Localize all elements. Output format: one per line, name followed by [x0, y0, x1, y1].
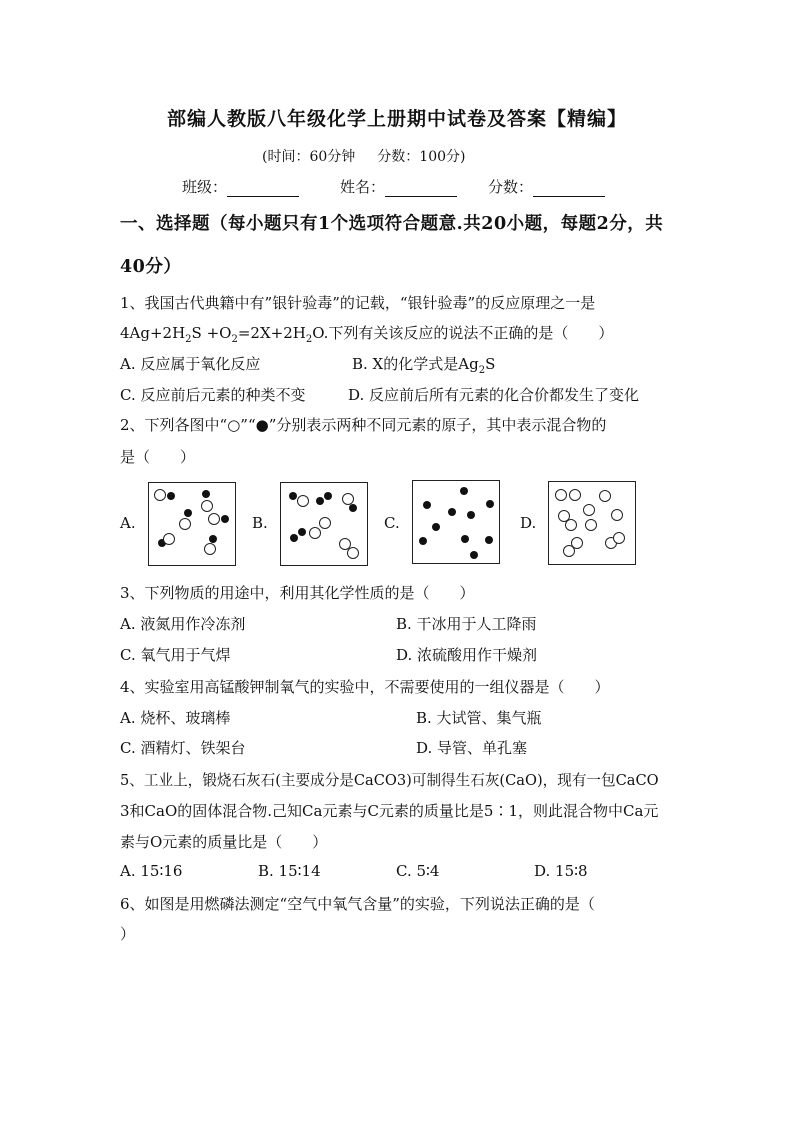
q5-stem-line1: 5、工业上，锻烧石灰石(主要成分是CaCO3)可制得生石灰(CaO)，现有一包CaCO [120, 772, 659, 789]
white-atom [611, 509, 623, 521]
score-blank[interactable] [533, 180, 605, 197]
q5-option-b[interactable]: B. 15∶14 [258, 862, 321, 880]
white-atom [565, 519, 577, 531]
black-atom [419, 537, 427, 545]
black-atom [289, 492, 297, 500]
black-atom [460, 487, 468, 495]
q1-option-b[interactable]: B. X的化学式是$Ag_2S$ [352, 355, 496, 376]
white-atom [599, 490, 611, 502]
black-atom [209, 535, 217, 543]
exam-meta [262, 146, 487, 166]
q1-stem-line1: 1、我国古代典籍中有”银针验毒”的记载，“银针验毒”的反应原理之一是 [120, 294, 596, 312]
q2-diagram-b[interactable] [280, 482, 368, 566]
black-atom [221, 515, 229, 523]
q5-option-a[interactable]: A. 15∶16 [120, 862, 183, 880]
white-atom [208, 513, 220, 525]
black-atom [349, 504, 357, 512]
q5-stem-line2: 3和CaO的固体混合物.己知Ca元素与C元素的质量比是5∶1，则此混合物中Ca元 [120, 802, 659, 820]
q5-stem-line3: 素与O元素的质量比是（ ） [120, 833, 328, 851]
q1-option-c[interactable]: C. 反应前后元素的种类不变 [120, 386, 306, 404]
white-atom [319, 517, 331, 529]
black-atom [467, 511, 475, 519]
q1-option-a[interactable]: A. 反应属于氧化反应 [120, 355, 261, 373]
exam-total-score: 分数：100分) [377, 149, 466, 165]
black-atom [202, 490, 210, 498]
black-atom [423, 501, 431, 509]
q3-stem: 3、下列物质的用途中，利用其化学性质的是（ ） [120, 584, 475, 602]
q2-option-b-label[interactable]: B. [252, 514, 268, 532]
white-atom [297, 495, 309, 507]
section-heading-line2: 40分） [120, 257, 182, 277]
white-atom [154, 489, 166, 501]
white-atom [201, 500, 213, 512]
white-atom [347, 547, 359, 559]
q2-option-a-label[interactable]: A. [120, 514, 136, 532]
white-atom [569, 489, 581, 501]
q6-stem-line1: 6、如图是用燃磷法测定“空气中氧气含量”的实验，下列说法正确的是（ [120, 895, 595, 913]
white-atom [309, 527, 321, 539]
q4-option-d[interactable]: D. 导管、单孔塞 [416, 739, 528, 757]
black-atom [316, 497, 324, 505]
name-field [340, 176, 457, 197]
page-title: 部编人教版八年级化学上册期中试卷及答案【精编】 [166, 108, 627, 130]
q2-diagram-a[interactable] [148, 482, 236, 566]
white-atom [613, 532, 625, 544]
q3-option-c[interactable]: C. 氧气用于气焊 [120, 646, 231, 664]
white-atom [563, 545, 575, 557]
q2-stem-line2: 是（ ） [120, 448, 196, 466]
white-atom [555, 489, 567, 501]
black-atom [461, 535, 469, 543]
score-field [488, 176, 605, 197]
black-atom [485, 536, 493, 544]
q4-stem: 4、实验室用高锰酸钾制氧气的实验中，不需要使用的一组仪器是（ ） [120, 678, 610, 696]
q5-option-d[interactable]: D. 15∶8 [534, 862, 588, 880]
black-atom [486, 500, 494, 508]
black-atom [448, 508, 456, 516]
score-label: 分数： [488, 178, 534, 196]
class-label: 班级： [182, 178, 228, 196]
q1-option-d[interactable]: D. 反应前后所有元素的化合价都发生了变化 [348, 386, 640, 404]
white-atom [179, 518, 191, 530]
q2-diagram-d[interactable] [548, 481, 636, 565]
class-field [182, 176, 299, 197]
black-atom [298, 528, 306, 536]
section-heading-line1: 一、选择题（每小题只有1个选项符合题意.共20小题，每题2分，共 [120, 214, 664, 234]
white-atom [583, 504, 595, 516]
black-atom [184, 509, 192, 517]
q5-option-c[interactable]: C. 5∶4 [396, 862, 440, 880]
black-atom [167, 492, 175, 500]
white-atom [204, 543, 216, 555]
q1-equation: $4Ag+2H_2S +O_2=2X+2H_2O$.下列有关该反应的说法不正确的是（ ） [120, 324, 614, 345]
black-atom [290, 534, 298, 542]
q2-diagram-c[interactable] [412, 480, 500, 564]
q3-option-a[interactable]: A. 液氮用作冷冻剂 [120, 615, 246, 633]
q3-option-d[interactable]: D. 浓硫酸用作干燥剂 [396, 646, 538, 664]
q2-option-c-label[interactable]: C. [384, 514, 400, 532]
q4-option-a[interactable]: A. 烧杯、玻璃棒 [120, 709, 231, 727]
q3-option-b[interactable]: B. 干冰用于人工降雨 [396, 615, 537, 633]
name-label: 姓名： [340, 178, 386, 196]
exam-time: (时间：60分钟 [262, 149, 356, 165]
q4-option-b[interactable]: B. 大试管、集气瓶 [416, 709, 542, 727]
q6-stem-line2: ） [120, 925, 136, 943]
q2-option-d-label[interactable]: D. [520, 514, 537, 532]
q4-option-c[interactable]: C. 酒精灯、铁架台 [120, 739, 246, 757]
black-atom [432, 523, 440, 531]
q2-stem-line1: 2、下列各图中“○”“●”分别表示两种不同元素的原子，其中表示混合物的 [120, 416, 607, 434]
black-atom [324, 492, 332, 500]
name-blank[interactable] [385, 180, 457, 197]
black-atom [470, 551, 478, 559]
class-blank[interactable] [227, 180, 299, 197]
white-atom [163, 533, 175, 545]
white-atom [585, 519, 597, 531]
